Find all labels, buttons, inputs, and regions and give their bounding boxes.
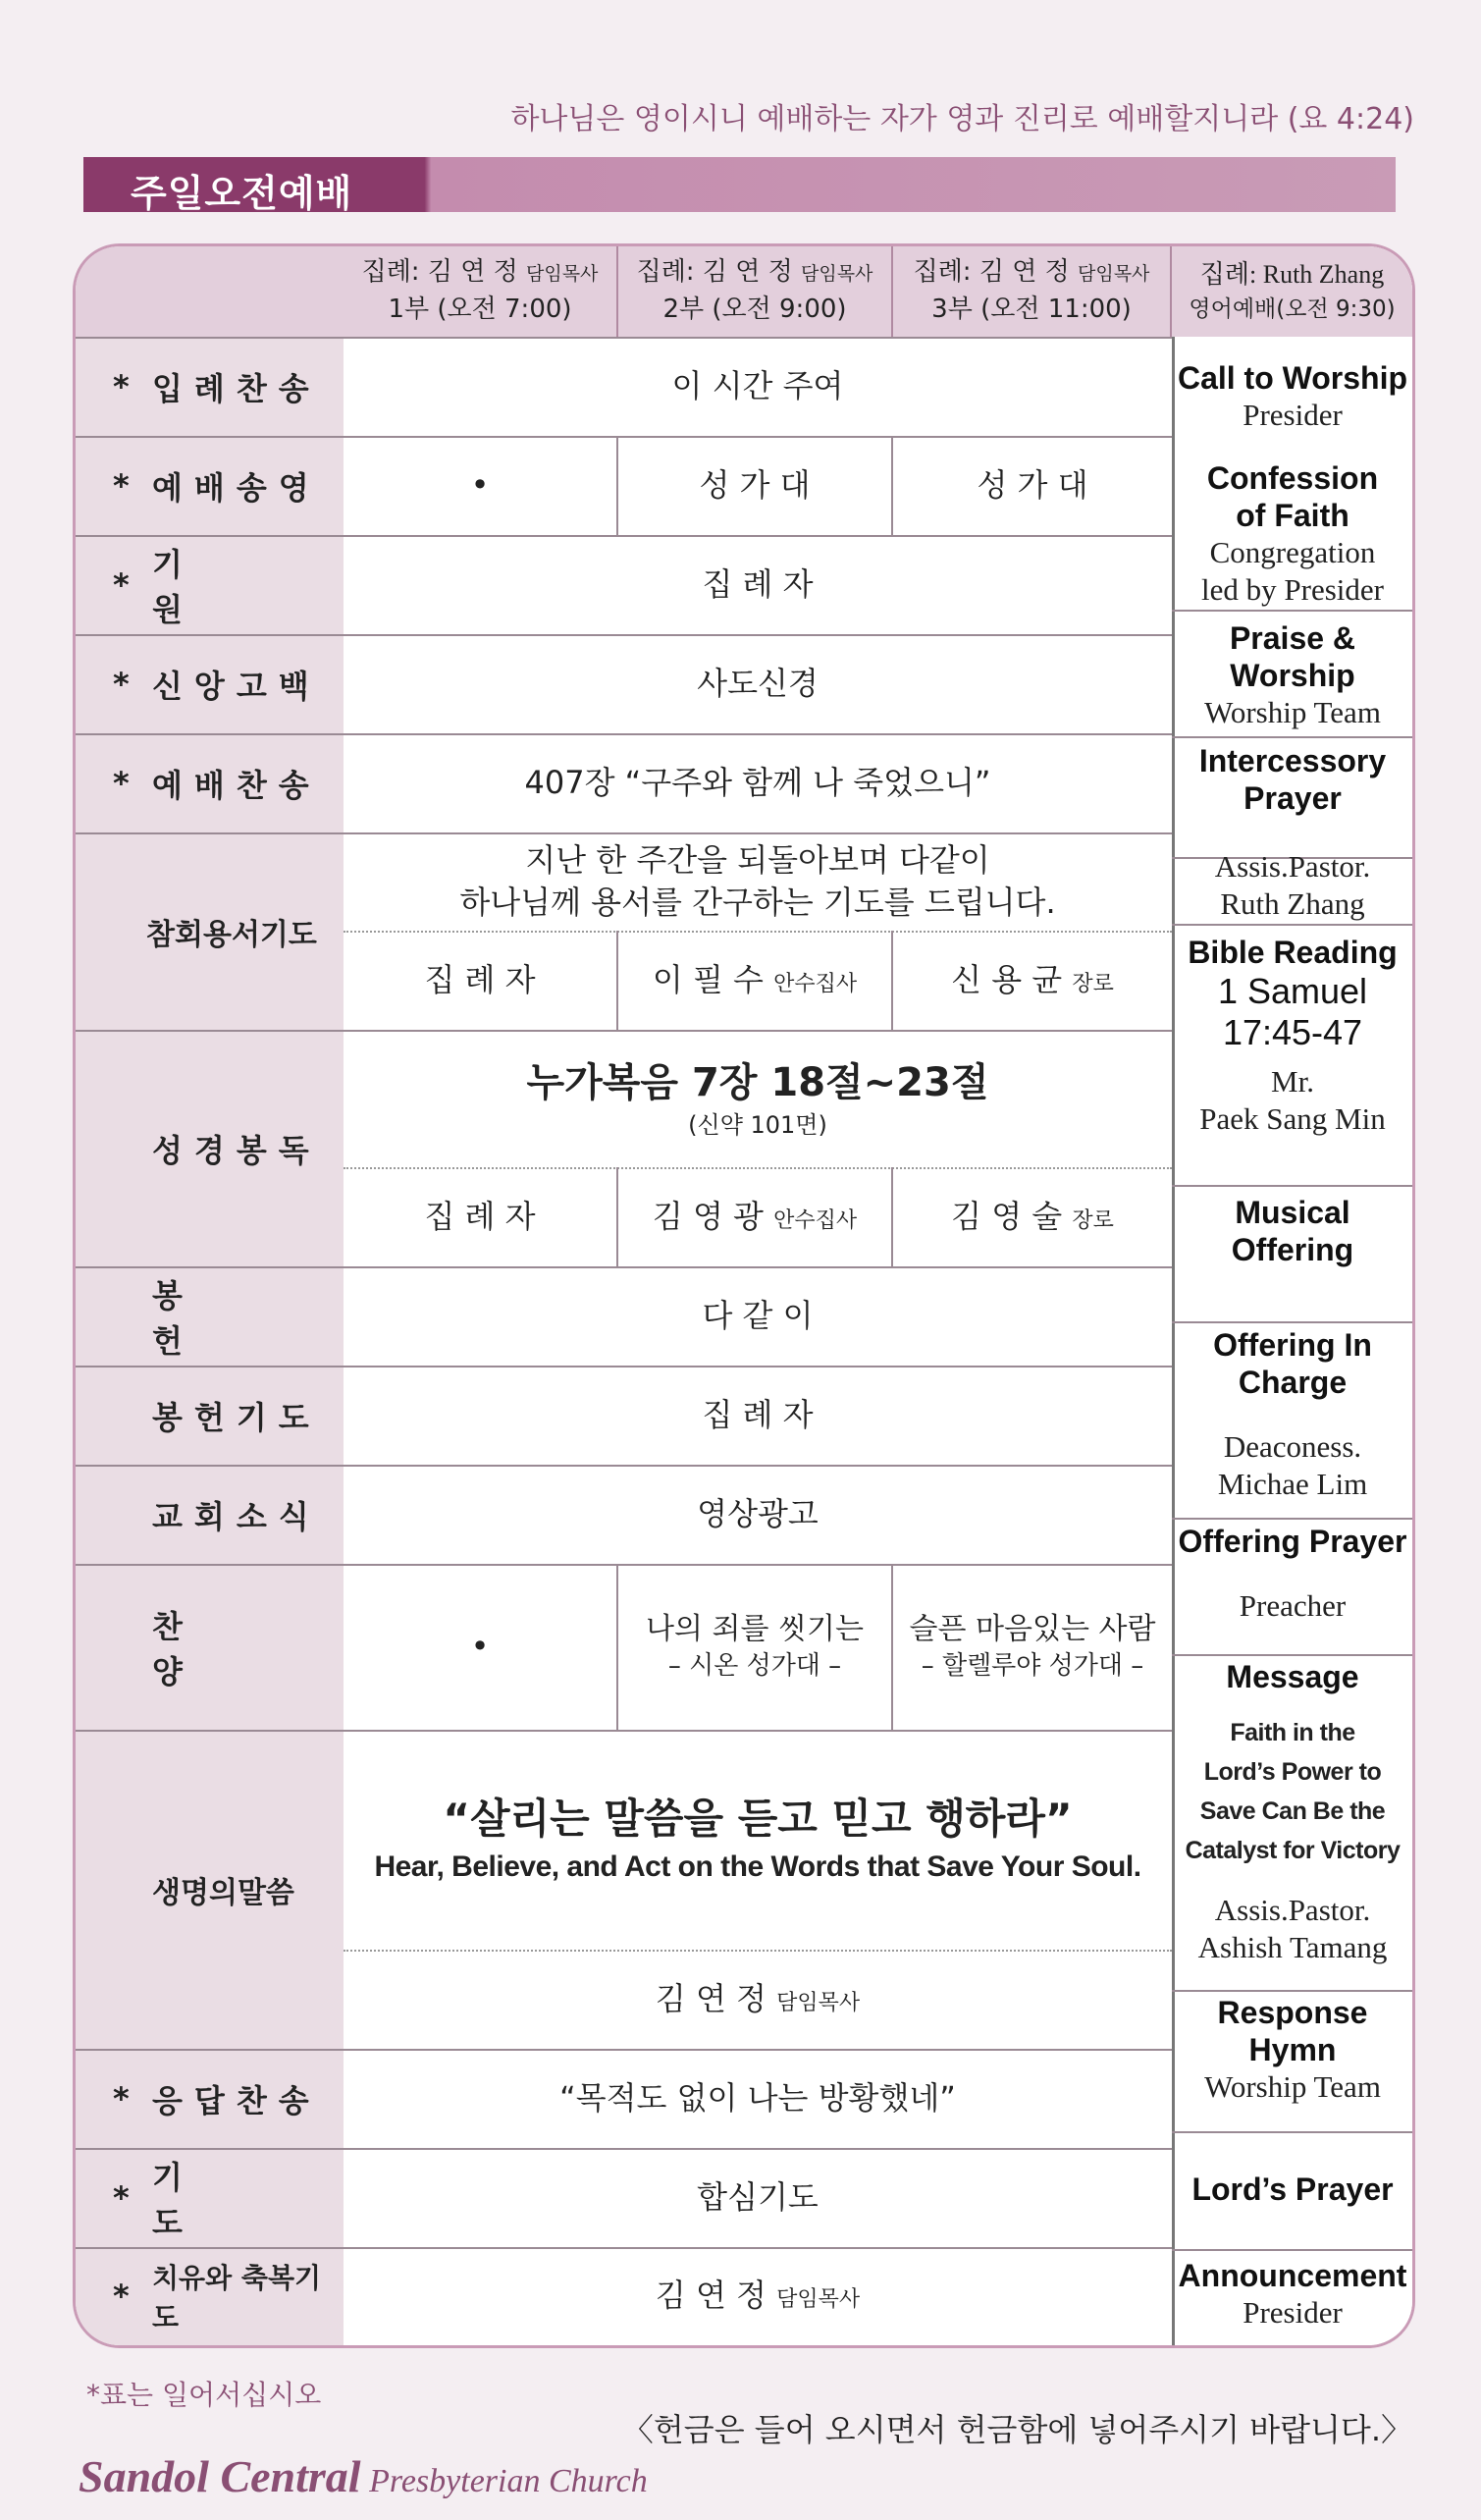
- label-sermon: 생명의말씀: [152, 1875, 294, 1910]
- offering-value: 다 같 이: [702, 1296, 814, 1334]
- healing-prayer-value: 김 연 정 담임목사: [655, 2277, 861, 2315]
- section-title: 주일오전예배: [131, 172, 353, 215]
- eng-bible-reading: Bible Reading 1 Samuel 17:45-47 Mr. Paek Sang Min: [1188, 935, 1398, 1136]
- label-entrance-hymn: * 입례찬송: [113, 367, 321, 407]
- standing-footnote: *표는 일어서십시오: [86, 2379, 322, 2411]
- scripture-passage: 누가복음 7장 18절~23절 (신약 101면): [526, 1059, 989, 1139]
- worship-hymn-value: 407장 “구주와 함께 나 죽었으니”: [524, 763, 991, 801]
- label-offering-prayer: 봉헌기도: [152, 1398, 321, 1436]
- anthem-service-3: 슬픈 마음있는 사람 – 할렐루야 성가대 –: [909, 1611, 1156, 1682]
- response-hymn-value: “목적도 없이 나는 방황했네”: [559, 2078, 956, 2117]
- eng-praise-worship: Praise & Worship Worship Team: [1204, 620, 1381, 729]
- church-name: Sandol Central Presbyterian Church: [79, 2451, 648, 2501]
- eng-intercessory-prayer: Intercessory Prayer Assis.Pastor. Ruth Zhang: [1198, 743, 1387, 921]
- eng-musical-offering: Musical Offering: [1231, 1195, 1354, 1267]
- label-healing-prayer: * 치유와 축복기도: [113, 2262, 322, 2333]
- confession-service-1: 집 례 자: [424, 960, 536, 998]
- doxology-service-3: 성 가 대: [977, 465, 1088, 504]
- invocation-value: 집 례 자: [702, 564, 814, 603]
- label-invocation: * 기 원: [113, 545, 249, 628]
- sermon-preacher: 김 연 정 담임목사: [655, 1979, 861, 2017]
- eng-confession-of-faith: Confession of Faith Congregation led by Presider: [1201, 460, 1384, 607]
- confession-service-3: 신 용 균 장로: [951, 960, 1114, 998]
- prayer-value: 합심기도: [697, 2177, 819, 2216]
- header-service-1: 집례: 김 연 정 담임목사 1부 (오전 7:00): [344, 246, 618, 337]
- doxology-service-2: 성 가 대: [699, 465, 811, 504]
- eng-announcement: Announcement Presider: [1178, 2258, 1407, 2330]
- scripture-service-3: 김 영 술 장로: [951, 1197, 1114, 1235]
- scripture-service-2: 김 영 광 안수집사: [652, 1197, 858, 1235]
- eng-offering-prayer: Offering Prayer Preacher: [1178, 1524, 1407, 1623]
- eng-offering-in-charge: Offering In Charge Deaconess. Michae Lim: [1213, 1327, 1372, 1501]
- label-offering: 봉 헌: [152, 1276, 249, 1360]
- label-announcements: 교회소식: [152, 1497, 321, 1535]
- worship-order-table: [73, 243, 1415, 2348]
- confession-text: 지난 한 주간을 되돌아보며 다같이 하나님께 용서를 간구하는 기도를 드립니다.: [459, 840, 1056, 921]
- doxology-service-1: •: [470, 465, 490, 504]
- announcements-value: 영상광고: [697, 1494, 819, 1532]
- label-worship-hymn: * 예배찬송: [113, 764, 321, 804]
- label-anthem: 찬 양: [152, 1607, 249, 1690]
- eng-response-hymn: Response Hymn Worship Team: [1204, 1995, 1381, 2104]
- confession-service-2: 이 필 수 안수집사: [652, 960, 858, 998]
- entrance-hymn-value: 이 시간 주여: [671, 366, 844, 404]
- offering-notice: 〈헌금은 들어 오시면서 헌금함에 넣어주시기 바랍니다.〉: [621, 2411, 1412, 2448]
- header-verse: 하나님은 영이시니 예배하는 자가 영과 진리로 예배할지니라 (요 4:24): [510, 102, 1414, 136]
- label-scripture-reading: 성경봉독: [152, 1131, 321, 1169]
- eng-lords-prayer: Lord’s Prayer: [1191, 2171, 1394, 2207]
- anthem-service-1: •: [470, 1627, 490, 1665]
- creed-value: 사도신경: [697, 664, 819, 702]
- label-doxology: * 예배송영: [113, 466, 321, 507]
- eng-message: Message Faith in the Lord’s Power to Save Can Be the Catalyst for Victory Assis.Pastor. Ashish Tamang: [1185, 1659, 1401, 1964]
- label-response-hymn: * 응답찬송: [113, 2079, 321, 2119]
- eng-call-to-worship: Call to Worship Presider: [1177, 360, 1408, 432]
- offering-prayer-value: 집 례 자: [702, 1395, 814, 1433]
- label-confession-prayer: 참회용서기도: [146, 917, 317, 952]
- header-service-2: 집례: 김 연 정 담임목사 2부 (오전 9:00): [618, 246, 893, 337]
- label-prayer: * 기 도: [113, 2158, 249, 2241]
- anthem-service-2: 나의 죄를 씻기는 – 시온 성가대 –: [646, 1611, 864, 1682]
- label-creed: * 신앙고백: [113, 665, 321, 705]
- sermon-title: “살리는 말씀을 듣고 믿고 행하라” Hear, Believe, and Act on the Words that Save Your Soul.: [374, 1795, 1141, 1884]
- header-service-3: 집례: 김 연 정 담임목사 3부 (오전 11:00): [893, 246, 1172, 337]
- scripture-service-1: 집 례 자: [424, 1197, 536, 1235]
- header-english-service: 집례: Ruth Zhang 영어예배(오전 9:30): [1189, 260, 1396, 323]
- section-title-bar: [83, 157, 1396, 215]
